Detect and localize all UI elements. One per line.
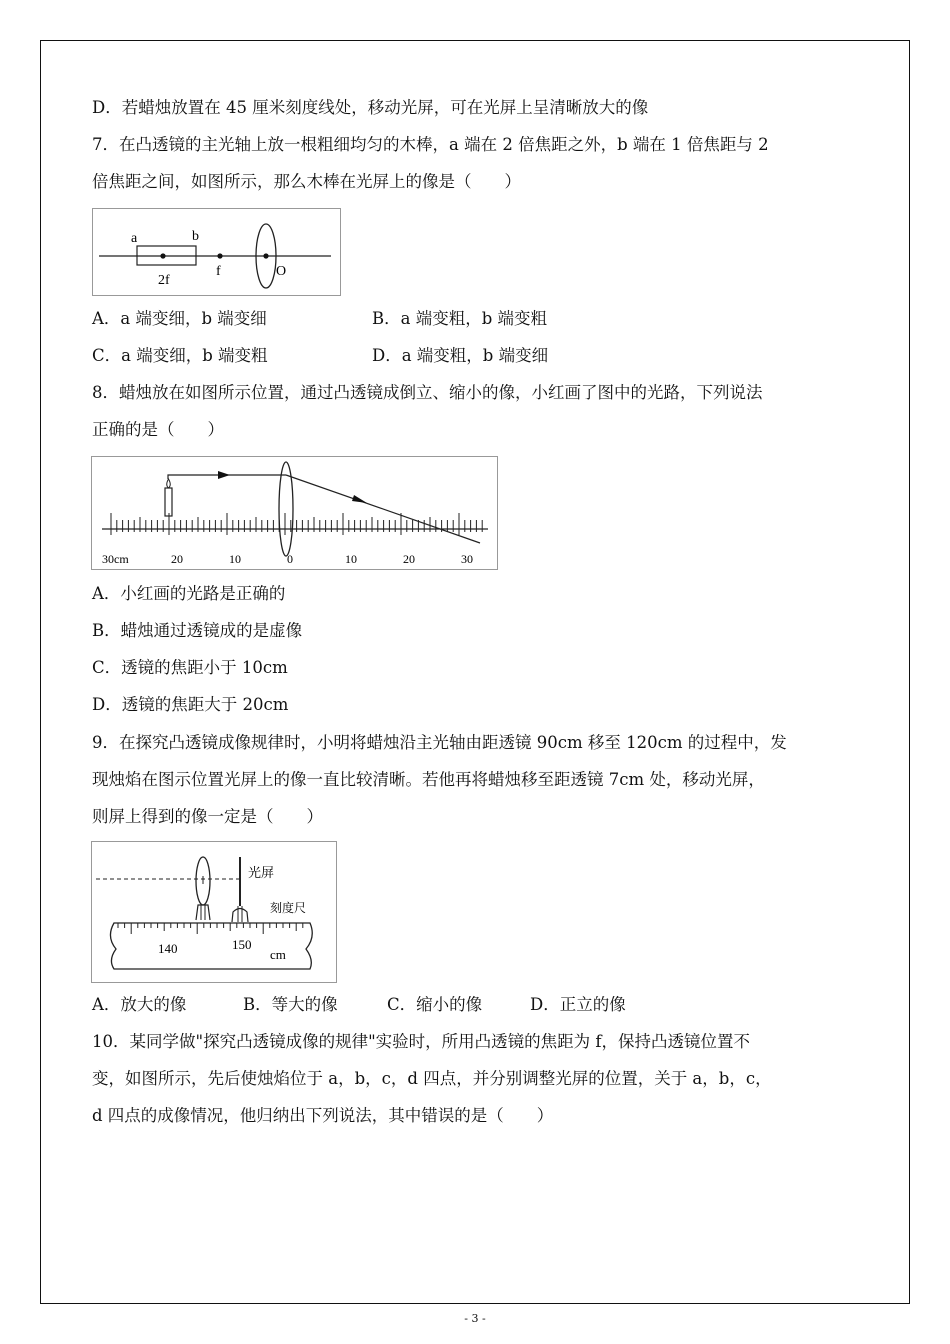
q9-option-c: C．缩小的像 [387,995,483,1014]
lens-holder [196,905,210,920]
tick-label-140: 140 [158,941,178,956]
q7-option-d: D．a 端变粗，b 端变细 [372,346,549,365]
q8-stem-line-2: 正确的是（ ） [92,420,224,439]
q8-option-b: B．蜡烛通过透镜成的是虚像 [92,621,303,640]
q7-stem-line-2: 倍焦距之间，如图所示，那么木棒在光屏上的像是（ ） [92,172,521,191]
ruler-tick-label: 10 [229,552,241,566]
point-f [217,253,222,258]
label-o: O [276,264,287,279]
q7-option-b: B．a 端变粗，b 端变粗 [372,309,548,328]
q7-option-a: A．a 端变细，b 端变细 [92,309,267,328]
q10-stem-line-1: 10．某同学做"探究凸透镜成像的规律"实验时，所用凸透镜的焦距为 f，保持凸透镜位置不 [92,1032,751,1051]
ruler-ticks [118,923,303,934]
q9-figure [91,841,337,983]
page-number: - 3 - [464,1312,486,1325]
screen-label: 光屏 [248,866,275,881]
q6-option-d: D．若蜡烛放置在 45 厘米刻度线处，移动光屏，可在光屏上呈清晰放大的像 [92,98,649,117]
label-a: a [131,231,138,246]
q8-option-c: C．透镜的焦距小于 10cm [92,658,288,677]
q10-stem-line-3: d 四点的成像情况，他归纳出下列说法，其中错误的是（ ） [92,1106,554,1125]
meter-ruler [110,923,312,969]
q7-option-c: C．a 端变细，b 端变粗 [92,346,268,365]
ruler-tick-label: 20 [403,552,415,566]
candle [165,488,172,516]
q9-stem-line-1: 9．在探究凸透镜成像规律时，小明将蜡烛沿主光轴由距透镜 90cm 移至 120cm 的过程中，发 [92,733,787,752]
ruler-tick-label: 10 [345,552,357,566]
q8-stem-line-1: 8．蜡烛放在如图所示位置，通过凸透镜成倒立、缩小的像，小红画了图中的光路，下列说法 [92,383,763,402]
q8-option-a: A．小红画的光路是正确的 [92,584,286,603]
ruler-label: 刻度尺 [270,901,307,915]
ruler-tick-label: 30cm [102,552,129,566]
ruler-labels [102,552,473,566]
q8-option-d: D．透镜的焦距大于 20cm [92,695,289,714]
label-2f: 2f [158,273,170,288]
q8-figure [91,456,498,570]
ray-arrow-2 [352,495,367,503]
point-o [263,253,268,258]
ruler-tick-label: 20 [171,552,183,566]
q7-figure [92,208,341,296]
unit-label: cm [270,947,286,962]
q9-option-d: D．正立的像 [530,995,626,1014]
label-f: f [216,264,221,279]
candle-flame [167,479,171,488]
refracted-ray [286,475,480,543]
ray-arrow-1 [218,471,230,479]
point-2f [160,253,165,258]
ruler-tick-label: 30 [461,552,473,566]
q9-stem-line-2: 现烛焰在图示位置光屏上的像一直比较清晰。若他再将蜡烛移至距透镜 7cm 处，移动光屏， [92,770,765,789]
q9-option-a: A．放大的像 [92,995,187,1014]
q7-stem-line-1: 7．在凸透镜的主光轴上放一根粗细均匀的木棒，a 端在 2 倍焦距之外，b 端在 1 倍焦距与 2 [92,135,769,154]
q10-stem-line-2: 变，如图所示，先后使烛焰位于 a，b，c，d 四点，并分别调整光屏的位置，关于 a，b，c， [92,1069,772,1088]
label-b: b [192,229,199,244]
ruler-tick-label: 0 [287,552,293,566]
screen-holder [232,909,248,923]
q9-option-b: B．等大的像 [243,995,338,1014]
q9-stem-line-3: 则屏上得到的像一定是（ ） [92,807,323,826]
tick-label-150: 150 [232,937,252,952]
